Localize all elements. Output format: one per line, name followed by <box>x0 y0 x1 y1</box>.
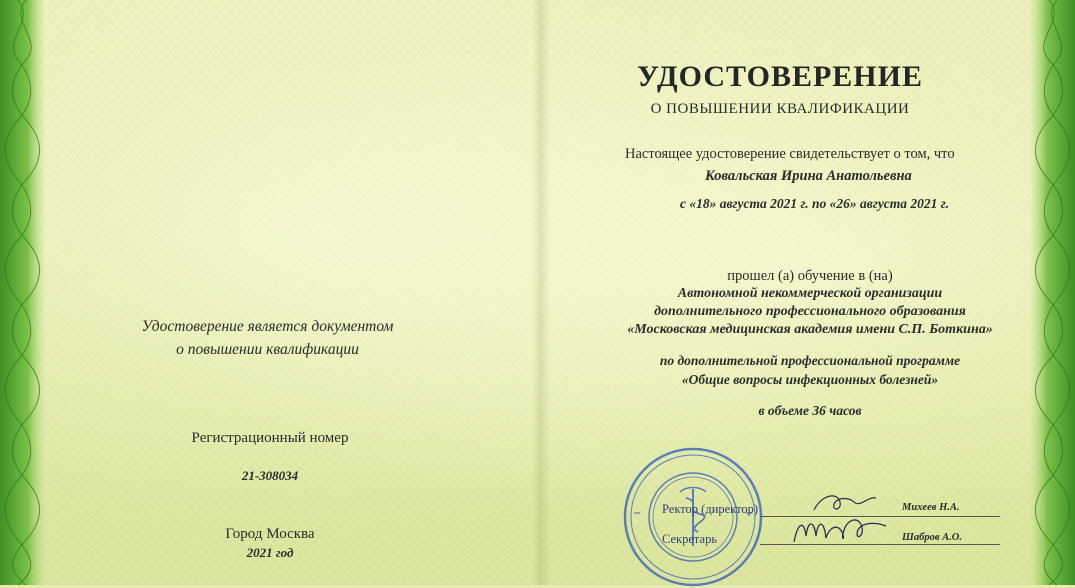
page-fold <box>532 0 550 585</box>
left-description-line: Удостоверение является документом <box>141 318 394 335</box>
left-description-line: о повышении квалификации <box>176 341 359 358</box>
certificate-subtitle: О ПОВЫШЕНИИ КВАЛИФИКАЦИИ <box>650 101 910 117</box>
program-volume: в объеме 36 часов <box>758 403 862 418</box>
training-dates: с «18» августа 2021 г. по «26» августа 2021 г. <box>680 196 949 211</box>
signature-role: Ректор (директор) <box>662 502 759 516</box>
left-ornamental-border <box>0 0 46 585</box>
certificate-title: УДОСТОВЕРЕНИЕ <box>637 60 923 93</box>
organization-line: Автономной некоммерческой организации <box>677 286 943 301</box>
right-ornamental-border <box>1029 0 1075 585</box>
registration-label: Регистрационный номер <box>191 430 349 446</box>
program-name: «Общие вопросы инфекционных болезней» <box>681 372 939 387</box>
year: 2021 год <box>246 545 294 560</box>
trained-text: прошел (а) обучение в (на) <box>727 268 893 284</box>
program-intro: по дополнительной профессиональной программе <box>659 353 961 368</box>
signer-name: Шабров А.О. <box>902 532 962 543</box>
holder-name: Ковальская Ирина Анатольевна <box>705 168 912 184</box>
registration-number: 21-308034 <box>241 468 299 483</box>
certifies-text: Настоящее удостоверение свидетельствует о том, что <box>625 146 955 162</box>
official-stamp <box>622 446 764 588</box>
city: Город Москва <box>225 526 315 542</box>
organization-line: дополнительного профессионального образования <box>654 304 966 319</box>
signature-role: Секретарь <box>662 532 718 546</box>
signer-name: Михеев Н.А. <box>902 502 960 513</box>
secretary-signature <box>790 512 890 548</box>
organization-line: «Московская медицинская академия имени С.П. Боткина» <box>627 322 993 337</box>
